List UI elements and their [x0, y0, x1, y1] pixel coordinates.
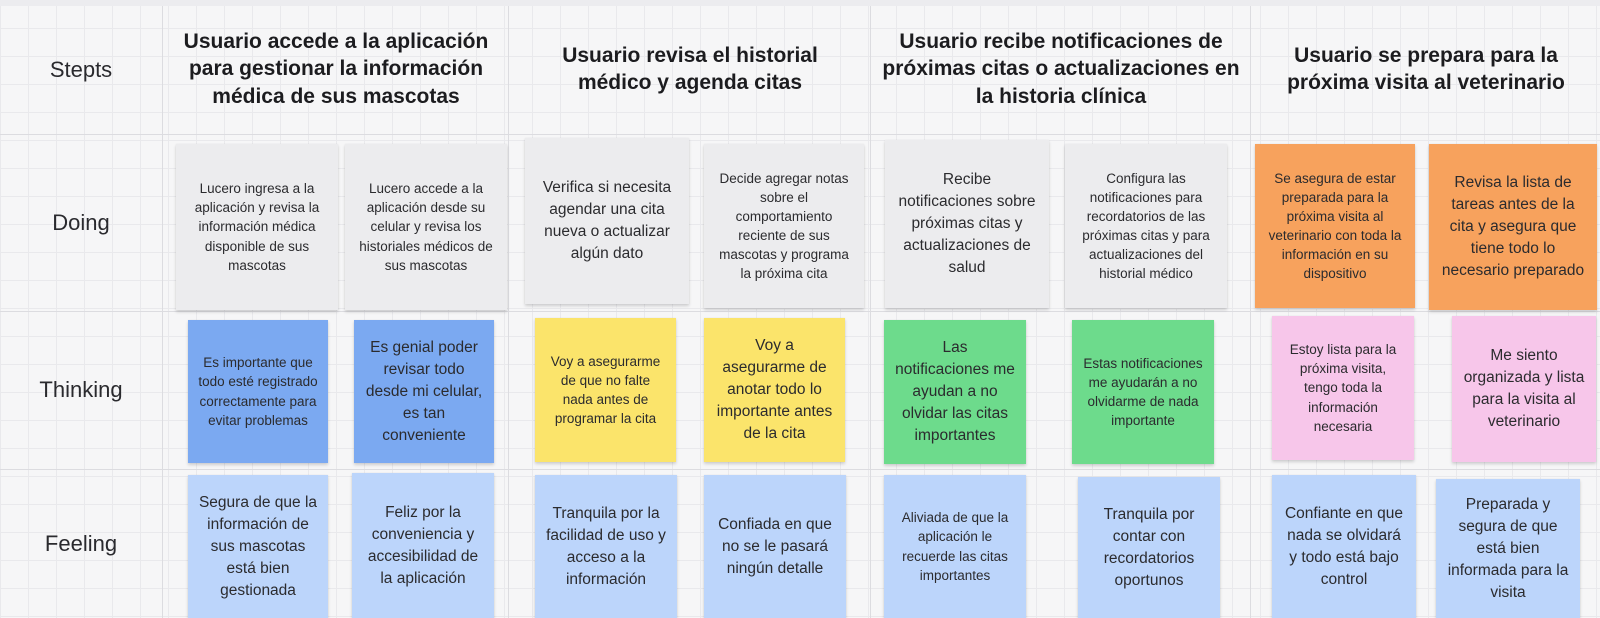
sticky-note-feeling[interactable]: Tranquila por contar con recordatorios oportunos: [1078, 477, 1220, 618]
grid-divider: [0, 469, 1600, 470]
stage-title: Usuario revisa el historial médico y agenda citas: [562, 43, 818, 94]
board-top-strip: [0, 0, 1600, 6]
sticky-note-doing[interactable]: Configura las notificaciones para recordatorios de las próximas citas y para actualizaciones del historial médico: [1065, 144, 1227, 308]
stage-title: Usuario accede a la aplicación para gestionar la información médica de sus mascotas: [183, 30, 489, 108]
sticky-note-doing[interactable]: Lucero accede a la aplicación desde su celular y revisa los historiales médicos de sus mascotas: [345, 144, 507, 310]
sticky-note-doing[interactable]: Decide agregar notas sobre el comportamiento reciente de sus mascotas y programa la próxima cita: [704, 144, 864, 308]
sticky-note-thinking[interactable]: Es genial poder revisar todo desde mi celular, es tan conveniente: [354, 320, 494, 463]
sticky-note-doing[interactable]: Verifica si necesita agendar una cita nueva o actualizar algún dato: [525, 138, 689, 304]
sticky-note-thinking[interactable]: Me siento organizada y lista para la visita al veterinario: [1452, 316, 1596, 462]
sticky-note-feeling[interactable]: Segura de que la información de sus mascotas está bien gestionada: [188, 475, 328, 618]
sticky-note-feeling[interactable]: Confiante en que nada se olvidará y todo está bajo control: [1272, 475, 1416, 618]
sticky-note-doing[interactable]: Recibe notificaciones sobre próximas citas y actualizaciones de salud: [885, 140, 1049, 308]
sticky-note-thinking[interactable]: Es importante que todo esté registrado correctamente para evitar problemas: [188, 320, 328, 463]
sticky-note-doing[interactable]: Revisa la lista de tareas antes de la cita y asegura que tiene todo lo necesario preparado: [1429, 144, 1597, 310]
row-label-doing: Doing: [52, 209, 110, 235]
sticky-note-feeling[interactable]: Feliz por la conveniencia y accesibilidad de la aplicación: [352, 473, 494, 618]
sticky-note-feeling[interactable]: Preparada y segura de que está bien informada para la visita: [1436, 479, 1580, 618]
sticky-note-feeling[interactable]: Confiada en que no se le pasará ningún detalle: [704, 475, 846, 618]
sticky-note-thinking[interactable]: Estas notificaciones me ayudarán a no olvidarme de nada importante: [1072, 320, 1214, 464]
grid-divider: [508, 6, 509, 618]
sticky-note-thinking[interactable]: Voy a asegurarme de anotar todo lo importante antes de la cita: [704, 318, 845, 462]
stage-title: Usuario se prepara para la próxima visita al veterinario: [1287, 43, 1565, 94]
stage-title: Usuario recibe notificaciones de próximas citas o actualizaciones en la historia clínica: [882, 30, 1240, 108]
sticky-note-feeling[interactable]: Aliviada de que la aplicación le recuerde las citas importantes: [884, 475, 1026, 618]
grid-divider: [0, 311, 1600, 312]
sticky-note-thinking[interactable]: Voy a asegurarme de que no falte nada antes de programar la cita: [535, 318, 676, 462]
grid-divider: [1250, 6, 1251, 618]
sticky-note-doing[interactable]: Lucero ingresa a la aplicación y revisa la información médica disponible de sus mascotas: [176, 144, 338, 310]
row-label-feeling: Feeling: [44, 530, 118, 556]
sticky-note-doing[interactable]: Se asegura de estar preparada para la próxima visita al veterinario con toda la información en su dispositivo: [1255, 144, 1415, 308]
row-label-thinking: Thinking: [39, 377, 123, 402]
grid-divider: [162, 6, 163, 618]
row-label-steps: Stepts: [49, 57, 113, 82]
grid-divider: [0, 134, 1600, 135]
grid-divider: [870, 6, 871, 618]
sticky-note-thinking[interactable]: Estoy lista para la próxima visita, tengo toda la información necesaria: [1272, 316, 1414, 460]
sticky-note-feeling[interactable]: Tranquila por la facilidad de uso y acceso a la información: [535, 475, 677, 618]
sticky-note-thinking[interactable]: Las notificaciones me ayudan a no olvidar las citas importantes: [884, 320, 1026, 464]
